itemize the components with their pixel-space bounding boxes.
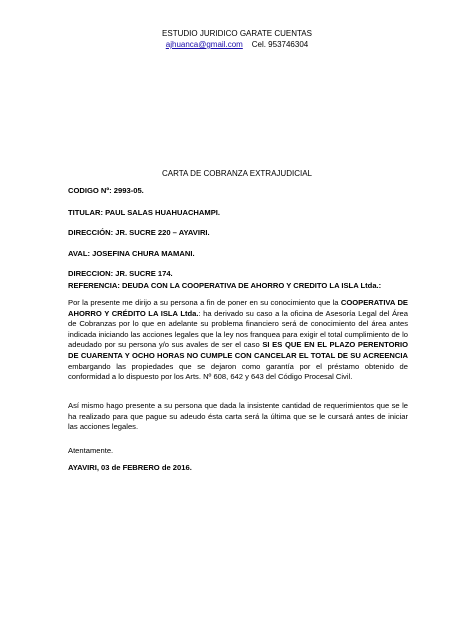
codigo-field: CODIGO Nº: 2993-05. — [68, 186, 144, 195]
phone-number: Cel. 953746304 — [251, 40, 309, 49]
direccion-field: DIRECCIÓN: JR. SUCRE 220 – AYAVIRI. — [68, 228, 210, 237]
body-paragraph-2: Así mismo hago presente a su persona que dada la insistente cantidad de requerimientos que se le ha realizado para que pague su adeudo ésta carta será la última que se le cursará antes de iniciar las acciones legales. — [68, 401, 408, 432]
email-link[interactable]: ajhuanca@gmail.com — [165, 40, 243, 49]
p1-deadline-warning: SI ES QUE EN EL PLAZO PERENTORIO DE CUARENTA Y OCHO HORAS NO CUMPLE CON CANCELAR EL TOTAL DE SU ACREENCIA — [68, 340, 408, 360]
letter-title: CARTA DE COBRANZA EXTRAJUDICIAL — [162, 169, 312, 178]
referencia-field: REFERENCIA: DEUDA CON LA COOPERATIVA DE AHORRO Y CREDITO LA ISLA Ltda.: — [68, 281, 382, 290]
p1-text-e: embargando las propiedades que se dejaron como garantía por el préstamo obtenido de conformidad a lo dispuesto por los Arts. Nº 608, 642 y 643 del Código Procesal Civil. — [68, 361, 408, 382]
contact-line — [0, 39, 474, 50]
direccion-aval-field: DIRECCION: JR. SUCRE 174. — [68, 269, 173, 278]
closing: Atentamente. — [68, 446, 114, 455]
body-paragraph-1 — [68, 298, 408, 383]
aval-field: AVAL: JOSEFINA CHURA MAMANI. — [68, 249, 195, 258]
titular-field: TITULAR: PAUL SALAS HUAHUACHAMPI. — [68, 208, 221, 217]
letterhead — [0, 28, 474, 50]
p1-text-c: : ha derivado su caso a la oficina de Asesoría Legal del Área de Cobranzas por lo que en adelante su problema financiero será de conocimiento del área antes indicada iniciando las acciones legales que la ley nos franquea para exigir el total cumplimiento de lo adeudado por su persona y/o sus avales de ser el caso — [68, 308, 408, 350]
p1-cooperative-name: COOPERATIVA DE AHORRO Y CRÉDITO LA ISLA Ltda. — [68, 298, 408, 318]
letter-date: AYAVIRI, 03 de FEBRERO de 2016. — [68, 463, 192, 472]
contact-separator — [245, 40, 249, 49]
firm-name: ESTUDIO JURIDICO GARATE CUENTAS — [162, 29, 312, 38]
p1-text-a: Por la presente me dirijo a su persona a fin de poner en su conocimiento que la — [68, 298, 341, 307]
